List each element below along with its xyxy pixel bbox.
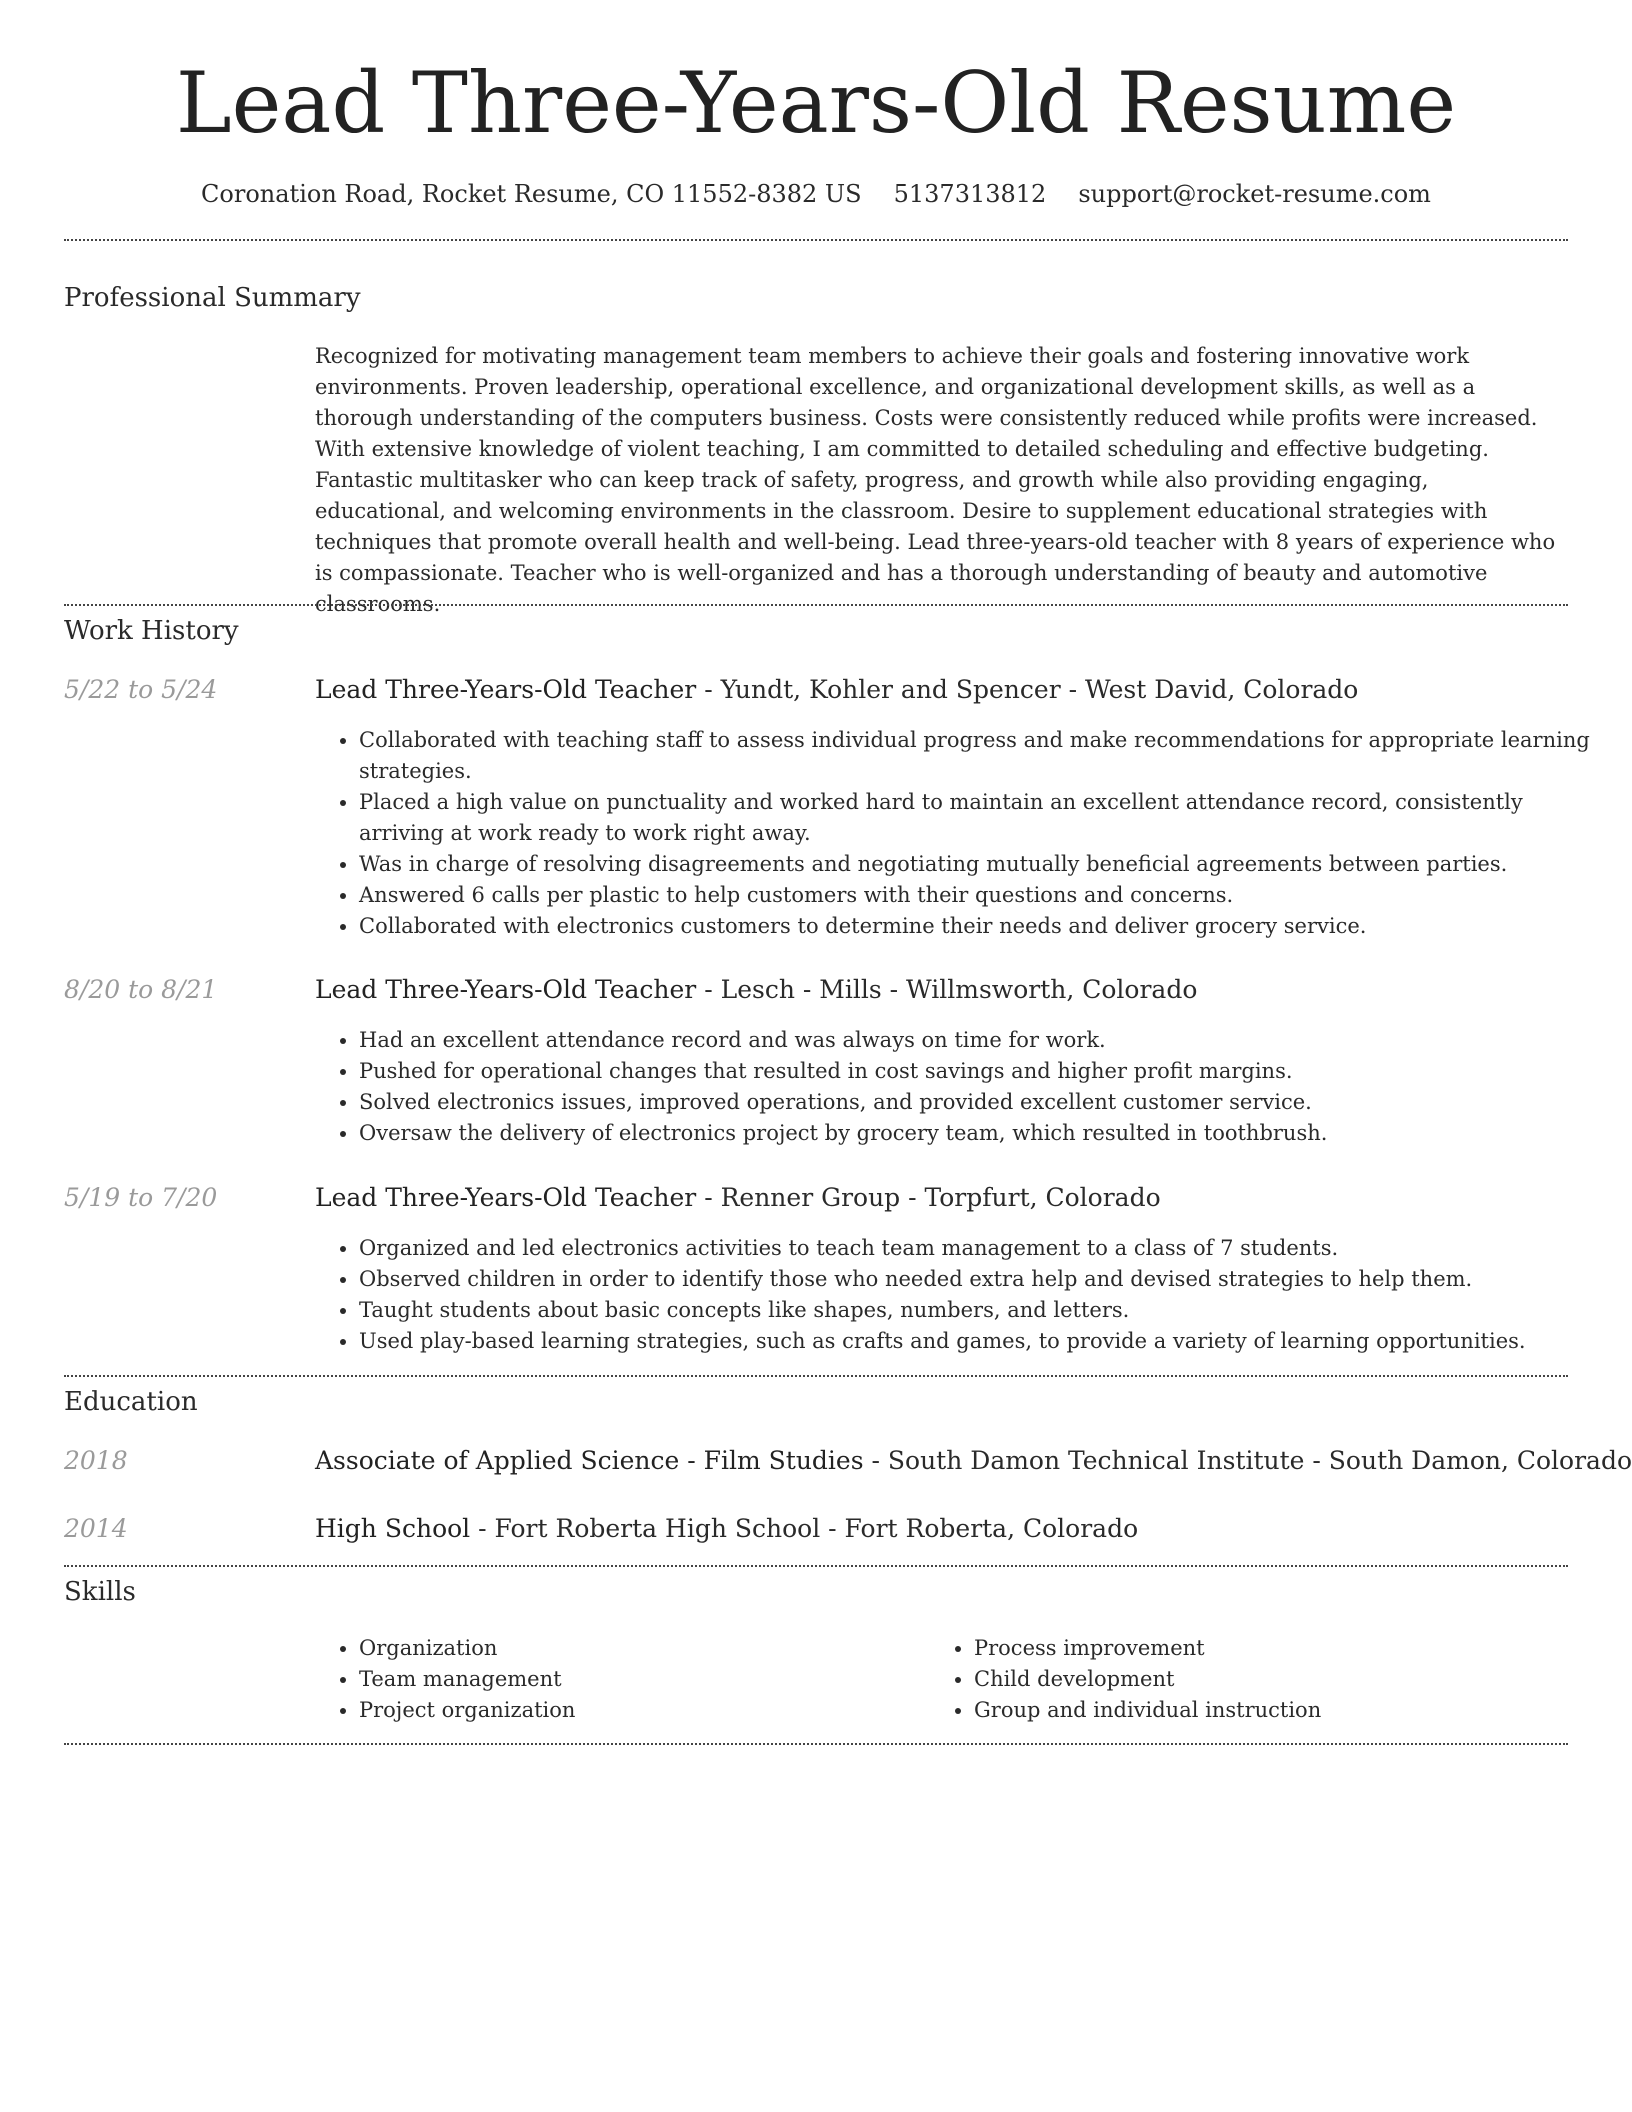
section-divider <box>64 1743 1568 1745</box>
job-role: Lead Three-Years-Old Teacher <box>315 975 697 1004</box>
job-heading <box>315 1183 1161 1212</box>
resume-header <box>0 0 1632 208</box>
section-divider <box>64 239 1568 241</box>
list-item: • Answered 6 calls per plastic to help customers with their questions and concerns. <box>359 880 1609 911</box>
job-employer-location: - Lesch - Mills - Willmsworth, Colorado <box>696 975 1198 1004</box>
list-item: • Organized and led electronics activities to teach team management to a class of 7 students. <box>359 1233 1609 1264</box>
summary-text: Recognized for motivating management team members to achieve their goals and fostering innovative work environments. Proven leadership, operational excellence, and organizational development skills, as well as a thorough understanding of the computers business. Costs were consistently reduced while profits were increased. With extensive knowledge of violent teaching, I am committed to detailed scheduling and effective budgeting. Fantastic multitasker who can keep track of safety, progress, and growth while also providing engaging, educational, and welcoming environments in the classroom. Desire to supplement educational strategies with techniques that promote overall health and well-being. Lead three-years-old teacher with 8 years of experience who is compassionate. Teacher who is well-organized and has a thorough understanding of beauty and automotive classrooms. <box>315 344 1556 616</box>
job-dates: 8/20 to 8/21 <box>64 975 218 1004</box>
job-role: Lead Three-Years-Old Teacher <box>315 1183 697 1212</box>
job-employer-location: - Renner Group - Torpfurt, Colorado <box>696 1183 1161 1212</box>
skill-item: • Child development <box>974 1664 1534 1695</box>
skills-list-left <box>315 1633 919 1726</box>
job-dates: 5/22 to 5/24 <box>64 675 218 704</box>
job-heading <box>315 975 1197 1004</box>
education-degree: Associate of Applied Science - Film Studies <box>315 1446 864 1475</box>
list-item: • Placed a high value on punctuality and worked hard to maintain an excellent attendance record, consistently arriving at work ready to work right away. <box>359 787 1609 849</box>
list-item: • Used play-based learning strategies, such as crafts and games, to provide a variety of learning opportunities. <box>359 1326 1609 1357</box>
job-bullets <box>315 725 1609 942</box>
section-title-skills: Skills <box>64 1577 136 1607</box>
education-degree: High School <box>315 1514 471 1543</box>
skills-list-right <box>930 1633 1534 1726</box>
education-heading <box>315 1446 1632 1475</box>
skill-item: • Team management <box>359 1664 919 1695</box>
education-school-location: - South Damon Technical Institute - South Damon, Colorado <box>863 1446 1632 1475</box>
section-divider <box>64 604 1568 606</box>
job-dates: 5/19 to 7/20 <box>64 1183 218 1212</box>
education-school-location: - Fort Roberta High School - Fort Roberta, Colorado <box>470 1514 1139 1543</box>
contact-line <box>0 180 1632 208</box>
contact-address: Coronation Road, Rocket Resume, CO 11552-8382 US <box>201 180 862 208</box>
skill-item: • Organization <box>359 1633 919 1664</box>
candidate-name: Lead Three-Years-Old Resume <box>175 54 1457 152</box>
job-role: Lead Three-Years-Old Teacher <box>315 675 697 704</box>
education-year: 2014 <box>64 1514 128 1543</box>
section-title-summary: Professional Summary <box>64 283 361 313</box>
section-title-work-history: Work History <box>64 616 239 646</box>
list-item: • Taught students about basic concepts like shapes, numbers, and letters. <box>359 1295 1609 1326</box>
list-item: • Pushed for operational changes that resulted in cost savings and higher profit margins. <box>359 1056 1609 1087</box>
list-item: • Observed children in order to identify those who needed extra help and devised strategies to help them. <box>359 1264 1609 1295</box>
section-divider <box>64 1375 1568 1377</box>
list-item: • Collaborated with teaching staff to assess individual progress and make recommendations for appropriate learning strategies. <box>359 725 1609 787</box>
contact-email: support@rocket-resume.com <box>1078 180 1431 208</box>
list-item: • Solved electronics issues, improved operations, and provided excellent customer service. <box>359 1087 1609 1118</box>
job-bullets <box>315 1025 1609 1149</box>
section-title-education: Education <box>64 1387 198 1417</box>
skill-item: • Group and individual instruction <box>974 1695 1534 1726</box>
education-heading <box>315 1514 1138 1543</box>
skill-item: • Project organization <box>359 1695 919 1726</box>
job-bullets <box>315 1233 1609 1357</box>
skill-item: • Process improvement <box>974 1633 1534 1664</box>
education-year: 2018 <box>64 1446 128 1475</box>
contact-phone: 5137313812 <box>893 180 1047 208</box>
list-item: • Was in charge of resolving disagreements and negotiating mutually beneficial agreements between parties. <box>359 849 1609 880</box>
job-heading <box>315 675 1358 704</box>
list-item: • Collaborated with electronics customers to determine their needs and deliver grocery service. <box>359 911 1609 942</box>
list-item: • Oversaw the delivery of electronics project by grocery team, which resulted in toothbrush. <box>359 1118 1609 1149</box>
job-employer-location: - Yundt, Kohler and Spencer - West David, Colorado <box>696 675 1359 704</box>
list-item: • Had an excellent attendance record and was always on time for work. <box>359 1025 1609 1056</box>
section-divider <box>64 1565 1568 1567</box>
